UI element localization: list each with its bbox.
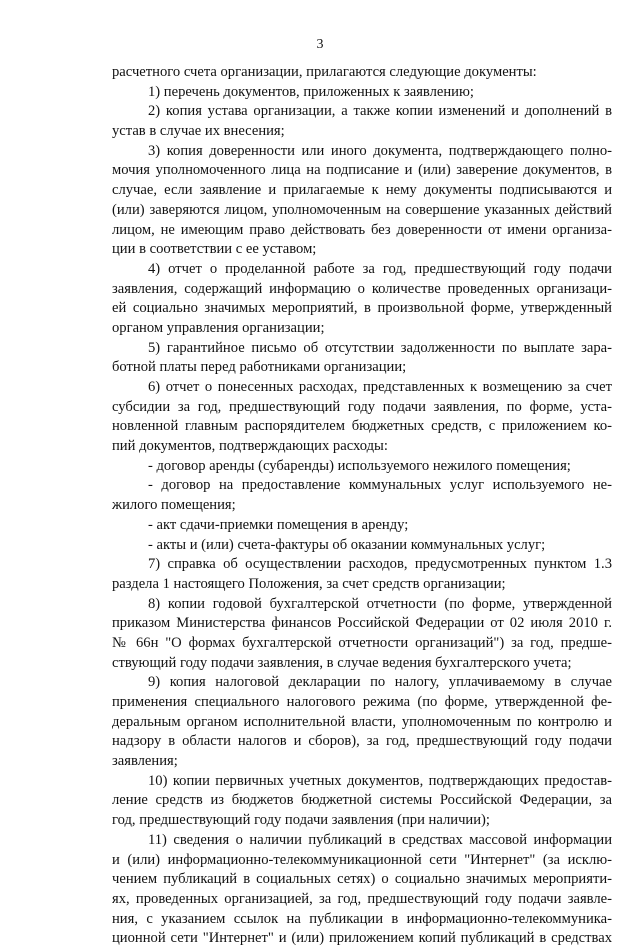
text-line: 6) отчет о понесенных расходах, представленных к возмещению за счет [148,379,612,395]
text-line: ционной сети "Интернет" и (или) приложением копий публикаций в средствах [112,930,612,947]
text-line: надзору в области налогов и сборов), за год, предшествующий году подачи [112,733,612,750]
text-line: случае, если заявление и прилагаемые к нему документы подписываются и [112,182,612,199]
text-line: заявления; [112,753,178,770]
text-line: раздела 1 настоящего Положения, за счет средств организации; [112,575,506,592]
text-line: 7) справка об осуществлении расходов, предусмотренных пунктом 1.3 [148,556,612,573]
text-line: - договор на предоставление коммунальных услуг используемого не- [148,477,612,494]
text-line: 8) копии годовой бухгалтерской отчетности (по форме, утвержденной [148,595,612,612]
text-line: ление средств из бюджетов бюджетной системы Российской Федерации, за [112,792,612,809]
text-line: ботной платы перед работниками организации; [112,359,407,376]
text-line: № 66н "О формах бухгалтерской отчетности организаций") за год, предше- [112,634,612,651]
text-line: 9) копия налоговой декларации по налогу, уплачиваемому в случае [148,674,612,691]
text-line: субсидии за год, предшествующий году подачи заявления, по форме, уста- [112,398,612,415]
text-line: - договор аренды (субаренды) используемого нежилого помещения; [148,457,571,474]
page-number: 3 [316,37,324,52]
text-line: заявления, содержащий информацию о количестве проведенных организаци- [112,280,612,297]
text-line: ния, с указанием ссылок на публикации в информационно-телекоммуника- [112,910,612,927]
text-line: жилого помещения; [112,497,236,514]
text-line: расчетного счета организации, прилагаются следующие документы: [112,64,537,80]
document-body [112,63,612,949]
text-line: пий документов, подтверждающих расходы: [112,438,388,455]
text-line: - акт сдачи-приемки помещения в аренду; [148,516,409,533]
text-line: деральным органом исполнительной власти, уполномоченным по контролю и [112,713,612,730]
text-line: применения специального налогового режима (по форме, утвержденной фе- [112,694,612,710]
text-line: 1) перечень документов, приложенных к заявлению; [148,83,474,100]
text-line: ей социально значимых мероприятий, в произвольной форме, утвержденный [112,300,612,317]
text-line: год, предшествующий году подачи заявления (при наличии); [112,812,490,829]
text-line: мочия уполномоченного лица на подписание и (или) заверение документов, в [112,162,612,179]
text-line: (или) заверяются лицом, уполномоченным на совершение указанных действий [112,201,612,218]
text-line: ях, проведенных организацией, за год, предшествующий году подачи заявле- [112,890,612,907]
text-line: ствующий году подачи заявления, в случае ведения бухгалтерского учета; [112,654,572,671]
text-line: и (или) информационно-телекоммуникационной сети "Интернет" (за исклю- [112,851,612,868]
text-line: лицом, не имеющим право действовать без доверенности от имени организа- [112,221,612,238]
text-line: 4) отчет о проделанной работе за год, предшествующий году подачи [148,260,612,277]
text-line: чением публикаций в социальных сетях) о социально значимых мероприяти- [112,871,612,888]
text-line: 3) копия доверенности или иного документа, подтверждающего полно- [148,142,612,159]
text-line: 11) сведения о наличии публикаций в средствах массовой информации [148,831,612,848]
text-line: 2) копия устава организации, а также копии изменений и дополнений в [148,103,612,120]
text-line: приказом Министерства финансов Российской Федерации от 02 июля 2010 г. [112,615,612,632]
text-line: новленной главным распорядителем бюджетных средств, с приложением ко- [112,418,612,435]
text-line: 5) гарантийное письмо об отсутствии задолженности по выплате зара- [148,339,612,356]
text-line: ции в соответствии с ее уставом; [112,241,317,258]
text-line: устав в случае их внесения; [112,123,285,140]
text-line: - акты и (или) счета-фактуры об оказании коммунальных услуг; [148,536,546,553]
text-line: органом управления организации; [112,319,325,336]
text-line: 10) копии первичных учетных документов, подтверждающих предостав- [148,772,612,789]
